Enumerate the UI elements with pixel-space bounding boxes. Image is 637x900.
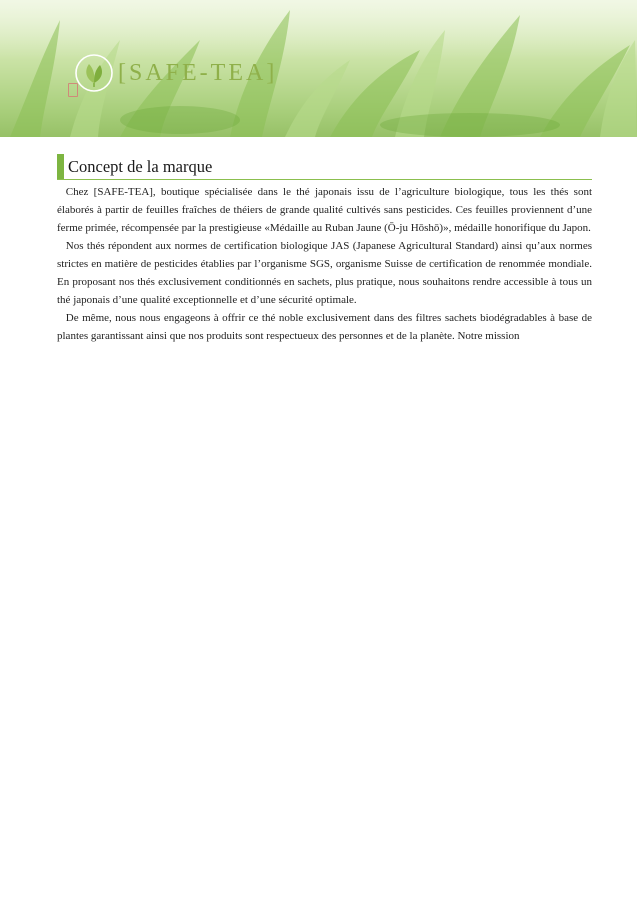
paragraph-1: Chez [SAFE-TEA], boutique spécialisée dans le thé japonais issu de l’agriculture biologique, tous les thés sont élaborés à partir de feuilles fraîches de théiers de grande qualité cultivés sans pesticides. Ces feuilles proviennent d’une ferme primée, récompensée par la prestigieuse «Médaille au Ruban Jaune (Ō-ju Hōshō)», médaille honorifique du Japon. <box>57 186 592 234</box>
section-heading <box>57 154 592 180</box>
section-title: Concept de la marque <box>68 156 213 176</box>
paragraph-2: Nos thés répondent aux normes de certification biologique JAS (Japanese Agricultural Standard) ainsi qu’aux normes strictes en matière de pesticides établies par l’organisme SGS, organisme Suisse de certification de renommée mondiale. En proposant nos thés exclusivement conditionnés en sachets, plus pratique, nous souhaitons rendre accessible à tous un thé japonais d’une qualité exceptionnelle et d’une sécurité optimale. <box>57 240 592 306</box>
heading-accent-bar <box>57 154 64 179</box>
brand-concept-section <box>57 154 592 371</box>
paragraph-3: De même, nous nous engageons à offrir ce thé noble exclusivement dans des filtres sachets biodégradables à base de plantes garantissant ainsi que nos produits sont respectueux des personnes et de la planète. Notre mission <box>57 312 592 342</box>
logo-text: [SAFE-TEA] <box>118 59 278 86</box>
header-banner <box>0 0 637 137</box>
seal-stamp-icon <box>68 83 78 97</box>
tea-leaf-icon <box>74 53 114 93</box>
brand-logo[interactable] <box>74 50 277 96</box>
section-body <box>57 183 592 371</box>
